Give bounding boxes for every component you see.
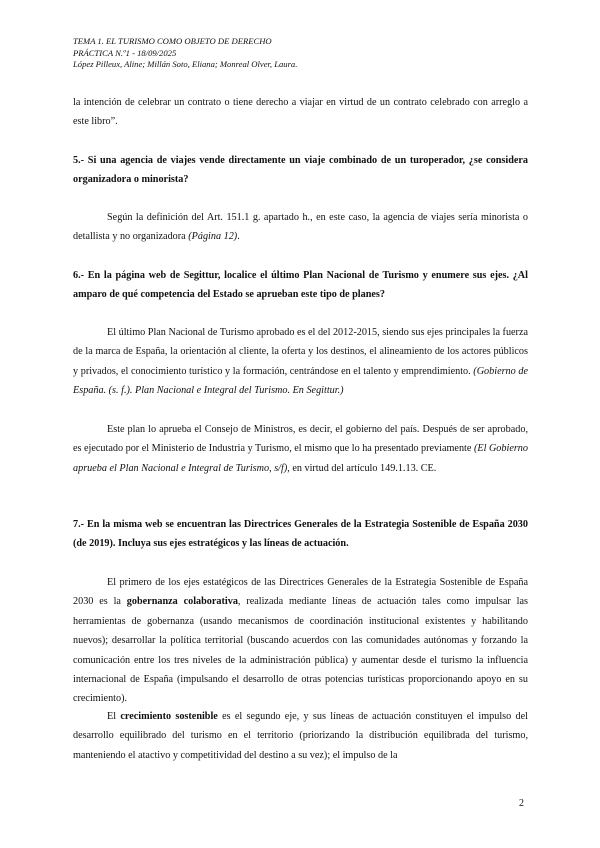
- question-6-text: 6.- En la página web de Segittur, localice el último Plan Nacional de Turismo y enumere sus ejes. ¿Al amparo de qué competencia del Estado se aprueban este tipo de planes?: [73, 270, 528, 301]
- answer-5-citation: (Página 12): [188, 231, 238, 243]
- question-5-text: 5.- Si una agencia de viajes vende directamente un viaje combinado de un turoperador, ¿se considera organizadora o minorista?: [73, 155, 528, 186]
- answer-5-text: Según la definición del Art. 151.1 g. apartado h., en este caso, la agencia de viajes sería minorista o detallista y no organizadora: [73, 212, 528, 243]
- answer-6-2-citation: (El Gobierno aprueba el Plan Nacional e Integral de Turismo, s/f),: [73, 443, 528, 474]
- answer-6-1-citation: (Gobierno de España. (s. f.). Plan Nacional e Integral del Turismo. En Segittur.): [73, 365, 528, 397]
- answer-7-1-pre: El primero de los ejes estatégicos de las Directrices Generales de la Estrategia Sostenible de España 2030 es la: [73, 577, 528, 608]
- header-practice-info: PRÁCTICA N.º1 - 18/09/2025: [73, 47, 177, 58]
- question-7: [73, 515, 528, 554]
- header-authors: López Pilleux, Aline; Millán Soto, Eliana; Monreal Olver, Laura.: [73, 59, 298, 69]
- answer-5-paragraph: [73, 208, 528, 247]
- answer-5: [73, 208, 528, 247]
- answer-6-1-paragraph: [73, 323, 528, 401]
- answer-6-2-text: Este plan lo aprueba el Consejo de Ministros, es decir, el gobierno del país. Después de ser aprobado, es ejecutado por el Ministerio de Industria y Turismo, el mismo que lo ha presentado previamente: [73, 424, 528, 455]
- answer-6-2-paragraph: [73, 420, 528, 478]
- answer-7-paragraph-2: [73, 707, 528, 765]
- answer-6-paragraph-1: [73, 323, 528, 401]
- answer-6-1-text: El último Plan Nacional de Turismo aprobado es el del 2012-2015, siendo sus ejes principales la fuerza de la marca de España, la orientación al cliente, la oferta y los destinos, el alineamiento de los actores públicos y privados, el conocimiento turístico y la formación, centrándose en el talento y emprendimiento.: [73, 327, 528, 377]
- continuation-text: la intención de celebrar un contrato o tiene derecho a viajar en virtud de un contrato celebrado con arreglo a este libro”.: [73, 97, 528, 128]
- answer-7-1-paragraph: [73, 573, 528, 709]
- answer-7-2-post: es el segundo eje, y sus líneas de actuación constituyen el impulso del desarrollo equilibrado del turismo en el territorio (priorizando la distribución equilibrada del turismo, manteniendo el atactivo y competitividad del destino a su vez); el impulso de la: [73, 711, 528, 761]
- answer-7-2-bold: crecimiento sostenible: [120, 711, 218, 722]
- paragraph-continuation: [73, 93, 528, 132]
- question-5: [73, 151, 528, 190]
- question-7-text: 7.- En la misma web se encuentran las Directrices Generales de la Estrategia Sostenible de España 2030 (de 2019). Incluya sus ejes estratégicos y las líneas de actuación.: [73, 519, 528, 550]
- answer-6-paragraph-2: [73, 420, 528, 478]
- page-number: 2: [519, 798, 524, 809]
- question-6: [73, 266, 528, 305]
- answer-7-1-bold: gobernanza colaborativa: [126, 596, 238, 608]
- answer-5-tail: .: [237, 231, 240, 243]
- page-header: [73, 36, 297, 71]
- answer-6-2-tail: en virtud del artículo 149.1.13. CE.: [289, 462, 437, 474]
- answer-7-2-pre: El: [107, 711, 121, 722]
- header-course-title: TEMA 1. EL TURISMO COMO OBJETO DE DERECHO: [73, 36, 272, 46]
- answer-7-2-paragraph: [73, 707, 528, 765]
- answer-7-paragraph-1: [73, 573, 528, 709]
- answer-7-1-post: , realizada mediante líneas de actuación tales como impulsar las herramientas de gobernanza (usando mecanismos de coordinación institucional existentes y habilitando nuevos); desarrollar la política territorial (buscando acuerdos con las comunidades autónomas y forzando la comunicación entre los tres niveles de la administración pública) y aumentar desde el turismo la influencia internacional de España (impulsando el desarrollo de otras potencias turísticas proporcionando apoyo en su crecimiento).: [73, 596, 528, 705]
